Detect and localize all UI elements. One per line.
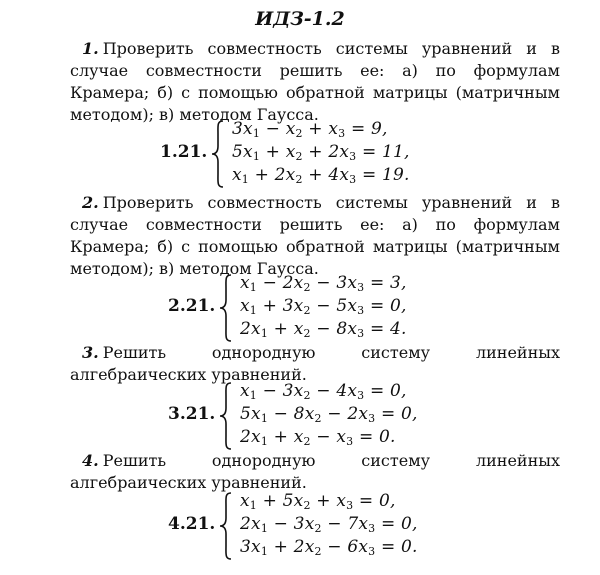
system-label: 2.21.	[168, 296, 216, 316]
equations	[232, 118, 410, 187]
task-2-number: 2.	[82, 193, 99, 212]
task-1	[70, 38, 560, 126]
equation: $x_1 + 2x_2 + 4x_3 = 19$.	[232, 165, 410, 186]
equation: $x_1 - 2x_2 - 3x_3 = 3$,	[240, 273, 407, 294]
equation: $3x_1 - x_2 + x_3 = 9$,	[232, 119, 388, 140]
task-3-text: Решить однородную систему линейных алгебраических уравнений.	[70, 343, 560, 384]
page-title: ИДЗ-1.2	[255, 8, 345, 30]
equation: $3x_1 + 2x_2 - 6x_3 = 0$.	[240, 537, 418, 558]
task-1-number: 1.	[82, 39, 99, 58]
equation: $5x_1 - 8x_2 - 2x_3 = 0$,	[240, 404, 418, 425]
equations	[240, 272, 407, 341]
left-brace-icon	[218, 274, 234, 342]
equation: $2x_1 - 3x_2 - 7x_3 = 0$,	[240, 514, 418, 535]
equations	[240, 380, 418, 449]
system-label: 3.21.	[168, 404, 216, 424]
system-label: 4.21.	[168, 514, 216, 534]
equation: $x_1 + 5x_2 + x_3 = 0$,	[240, 491, 396, 512]
equation: $2x_1 + x_2 - 8x_3 = 4$.	[240, 319, 407, 340]
left-brace-icon	[210, 120, 226, 188]
task-1-text: Проверить совместность системы уравнений и в случае совместности решить ее: а) по формулам Крамера; б) с помощью обратной матрицы (матричным методом); в) методом Гаусса.	[70, 39, 560, 124]
task-4-number: 4.	[82, 451, 99, 470]
task-3-number: 3.	[82, 343, 99, 362]
task-4	[70, 450, 560, 494]
equations	[240, 490, 418, 559]
system-label: 1.21.	[160, 142, 208, 162]
task-4-text: Решить однородную систему линейных алгебраических уравнений.	[70, 451, 560, 492]
left-brace-icon	[218, 492, 234, 560]
task-2	[70, 192, 560, 280]
equation: $2x_1 + x_2 - x_3 = 0$.	[240, 427, 396, 448]
task-2-text: Проверить совместность системы уравнений и в случае совместности решить ее: а) по формулам Крамера; б) с помощью обратной матрицы (матричным методом); в) методом Гаусса.	[70, 193, 560, 278]
equation: $x_1 - 3x_2 - 4x_3 = 0$,	[240, 381, 407, 402]
equation: $x_1 + 3x_2 - 5x_3 = 0$,	[240, 296, 407, 317]
left-brace-icon	[218, 382, 234, 450]
equation: $5x_1 + x_2 + 2x_3 = 11$,	[232, 142, 410, 163]
